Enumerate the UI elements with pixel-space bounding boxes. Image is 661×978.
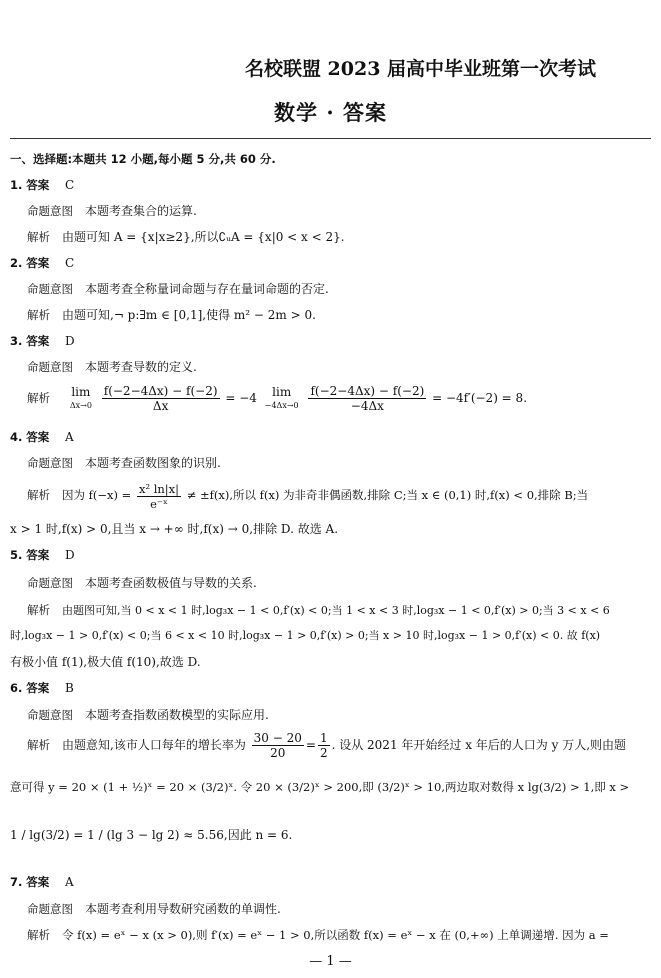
q6-analysis-line3: 1 / lg(3/2) = 1 / (lg 3 − lg 2) ≈ 5.56,因此 n = 6. (10, 828, 293, 842)
growth-fraction: $\frac{30 - 20}{20}$ (253, 731, 302, 760)
analysis-label: 解析 (27, 230, 50, 244)
document-title: 名校联盟 2023 届高中毕业班第一次考试 (244, 58, 597, 80)
intent-label: 命题意图 (27, 282, 73, 296)
q5-intent-text: 本题考查函数极值与导数的关系. (85, 576, 257, 590)
q4-answer-line (10, 428, 649, 446)
q2-answer: C (65, 256, 75, 270)
q2-answer-line (10, 254, 649, 272)
q1-analysis-text: 由题可知 A = {x|x≥2},所以∁ᵤA = {x|0 < x < 2}. (62, 230, 345, 244)
q6-post: . 设从 2021 年开始经过 x 年后的人口为 y 万人,则由题 (331, 738, 627, 752)
q6-analysis-line2: 意可得 y = 20 × (1 + ½)ˣ = 20 × (3/2)ˣ. 令 20 × (3/2)ˣ > 200,即 (3/2)ˣ > 10,两边取对数得 x lg(3/2) > 1,即 x > (10, 780, 630, 794)
analysis-label: 解析 (27, 308, 50, 322)
answer-label: 答案 (26, 430, 50, 444)
q1-number: 1. (10, 178, 23, 192)
q1-intent-text: 本题考查集合的运算. (85, 204, 197, 218)
q3-answer-line (10, 332, 649, 350)
answer-label: 答案 (26, 548, 50, 562)
limit-2: lim −4Δx→0 (264, 384, 299, 410)
q6-pre: 由题意知,该市人口每年的增长率为 (62, 738, 246, 752)
answer-label: 答案 (26, 256, 50, 270)
intent-label: 命题意图 (27, 902, 73, 916)
q4-intent-text: 本题考查函数图象的识别. (85, 456, 221, 470)
q5-intent (27, 574, 649, 592)
q5-analysis-line3: 有极小值 f(1),极大值 f(10),故选 D. (10, 655, 201, 669)
q3-analysis (27, 383, 649, 413)
q7-answer: A (65, 875, 74, 889)
q6-intent-text: 本题考查指数函数模型的实际应用. (85, 708, 269, 722)
q6-eq: = (305, 738, 316, 752)
fraction-2: $\frac{f(-2-4\Delta x) - f(-2)}{-4\Delta x}$ (310, 384, 425, 413)
q4-answer: A (65, 430, 74, 444)
intent-label: 命题意图 (27, 576, 73, 590)
q3-number: 3. (10, 334, 23, 348)
q2-analysis (27, 306, 649, 324)
q7-intent-text: 本题考查利用导数研究函数的单调性. (85, 902, 281, 916)
half-fraction: $\frac{1}{2}$ (319, 731, 328, 760)
q1-analysis (27, 228, 649, 246)
intent-label: 命题意图 (27, 708, 73, 722)
q6-answer: B (65, 681, 74, 695)
q1-answer-line (10, 176, 649, 194)
q5-analysis (27, 601, 649, 620)
q7-analysis-text: 令 f(x) = eˣ − x (x > 0),则 f′(x) = eˣ − 1 > 0,所以函数 f(x) = eˣ − x 在 (0,+∞) 上单调递增. 因为 a = (62, 928, 609, 942)
answer-label: 答案 (26, 875, 50, 889)
q6-analysis (27, 730, 649, 760)
intent-label: 命题意图 (27, 456, 73, 470)
q6-number: 6. (10, 681, 23, 695)
intent-label: 命题意图 (27, 204, 73, 218)
fraction-1: $\frac{f(-2-4\Delta x) - f(-2)}{\Delta x}$ (103, 384, 218, 413)
q4-pre: 因为 f(−x) = (62, 488, 132, 502)
q5-line1: 由题图可知,当 0 < x < 1 时,log₃x − 1 < 0,f′(x) < 0;当 1 < x < 3 时,log₃x − 1 < 0,f′(x) > 0;当 3 < x < 6 (62, 604, 610, 617)
q4-intent (27, 454, 649, 472)
q3-intent (27, 358, 649, 376)
q6-answer-line (10, 679, 649, 697)
q4-analysis-line2: x > 1 时,f(x) > 0,且当 x → +∞ 时,f(x) → 0,排除 D. 故选 A. (10, 522, 339, 536)
header-divider (10, 138, 651, 139)
q4-post: ≠ ±f(x),所以 f(x) 为非奇非偶函数,排除 C;当 x ∈ (0,1) 时,f(x) < 0,排除 B;当 (186, 488, 589, 502)
page-number: — 1 — (309, 954, 352, 969)
limit-1: lim Δx→0 (69, 384, 92, 410)
q4-analysis (27, 480, 649, 511)
q3-tail: = −4f′(−2) = 8. (432, 391, 528, 405)
q3-answer: D (65, 334, 75, 348)
q2-intent (27, 280, 649, 298)
section-heading: 一、选择题:本题共 12 小题,每小题 5 分,共 60 分. (10, 152, 276, 166)
q7-answer-line (10, 873, 649, 891)
analysis-label: 解析 (27, 391, 50, 405)
document-subtitle: 数学 · 答案 (274, 100, 387, 125)
q2-analysis-text: 由题可知,¬ p:∃m ∈ [0,1],使得 m² − 2m > 0. (62, 308, 316, 322)
q7-analysis (27, 926, 649, 944)
q2-intent-text: 本题考查全称量词命题与存在量词命题的否定. (85, 282, 329, 296)
q3-intent-text: 本题考查导数的定义. (85, 360, 197, 374)
q6-intent (27, 706, 649, 724)
q2-number: 2. (10, 256, 23, 270)
q5-analysis-line2: 时,log₃x − 1 > 0,f′(x) < 0;当 6 < x < 10 时,log₃x − 1 > 0,f′(x) > 0;当 x > 10 时,log₃x − 1 > 0,f′(x) < 0. 故 f(x) (10, 629, 601, 642)
analysis-label: 解析 (27, 738, 50, 752)
q1-intent (27, 202, 649, 220)
q5-answer-line (10, 546, 649, 564)
answer-label: 答案 (26, 334, 50, 348)
analysis-label: 解析 (27, 603, 50, 617)
q5-number: 5. (10, 548, 23, 562)
q1-answer: C (65, 178, 75, 192)
intent-label: 命题意图 (27, 360, 73, 374)
q5-answer: D (65, 548, 75, 562)
fraction: $\frac{\text{x² ln|x|}}{\text{e⁻ˣ}}$ (138, 481, 180, 511)
q4-number: 4. (10, 430, 23, 444)
analysis-label: 解析 (27, 488, 50, 502)
q3-mid: = −4 (225, 391, 257, 405)
q7-intent (27, 900, 649, 918)
answer-label: 答案 (26, 681, 50, 695)
answer-label: 答案 (26, 178, 50, 192)
q7-number: 7. (10, 875, 23, 889)
analysis-label: 解析 (27, 928, 50, 942)
